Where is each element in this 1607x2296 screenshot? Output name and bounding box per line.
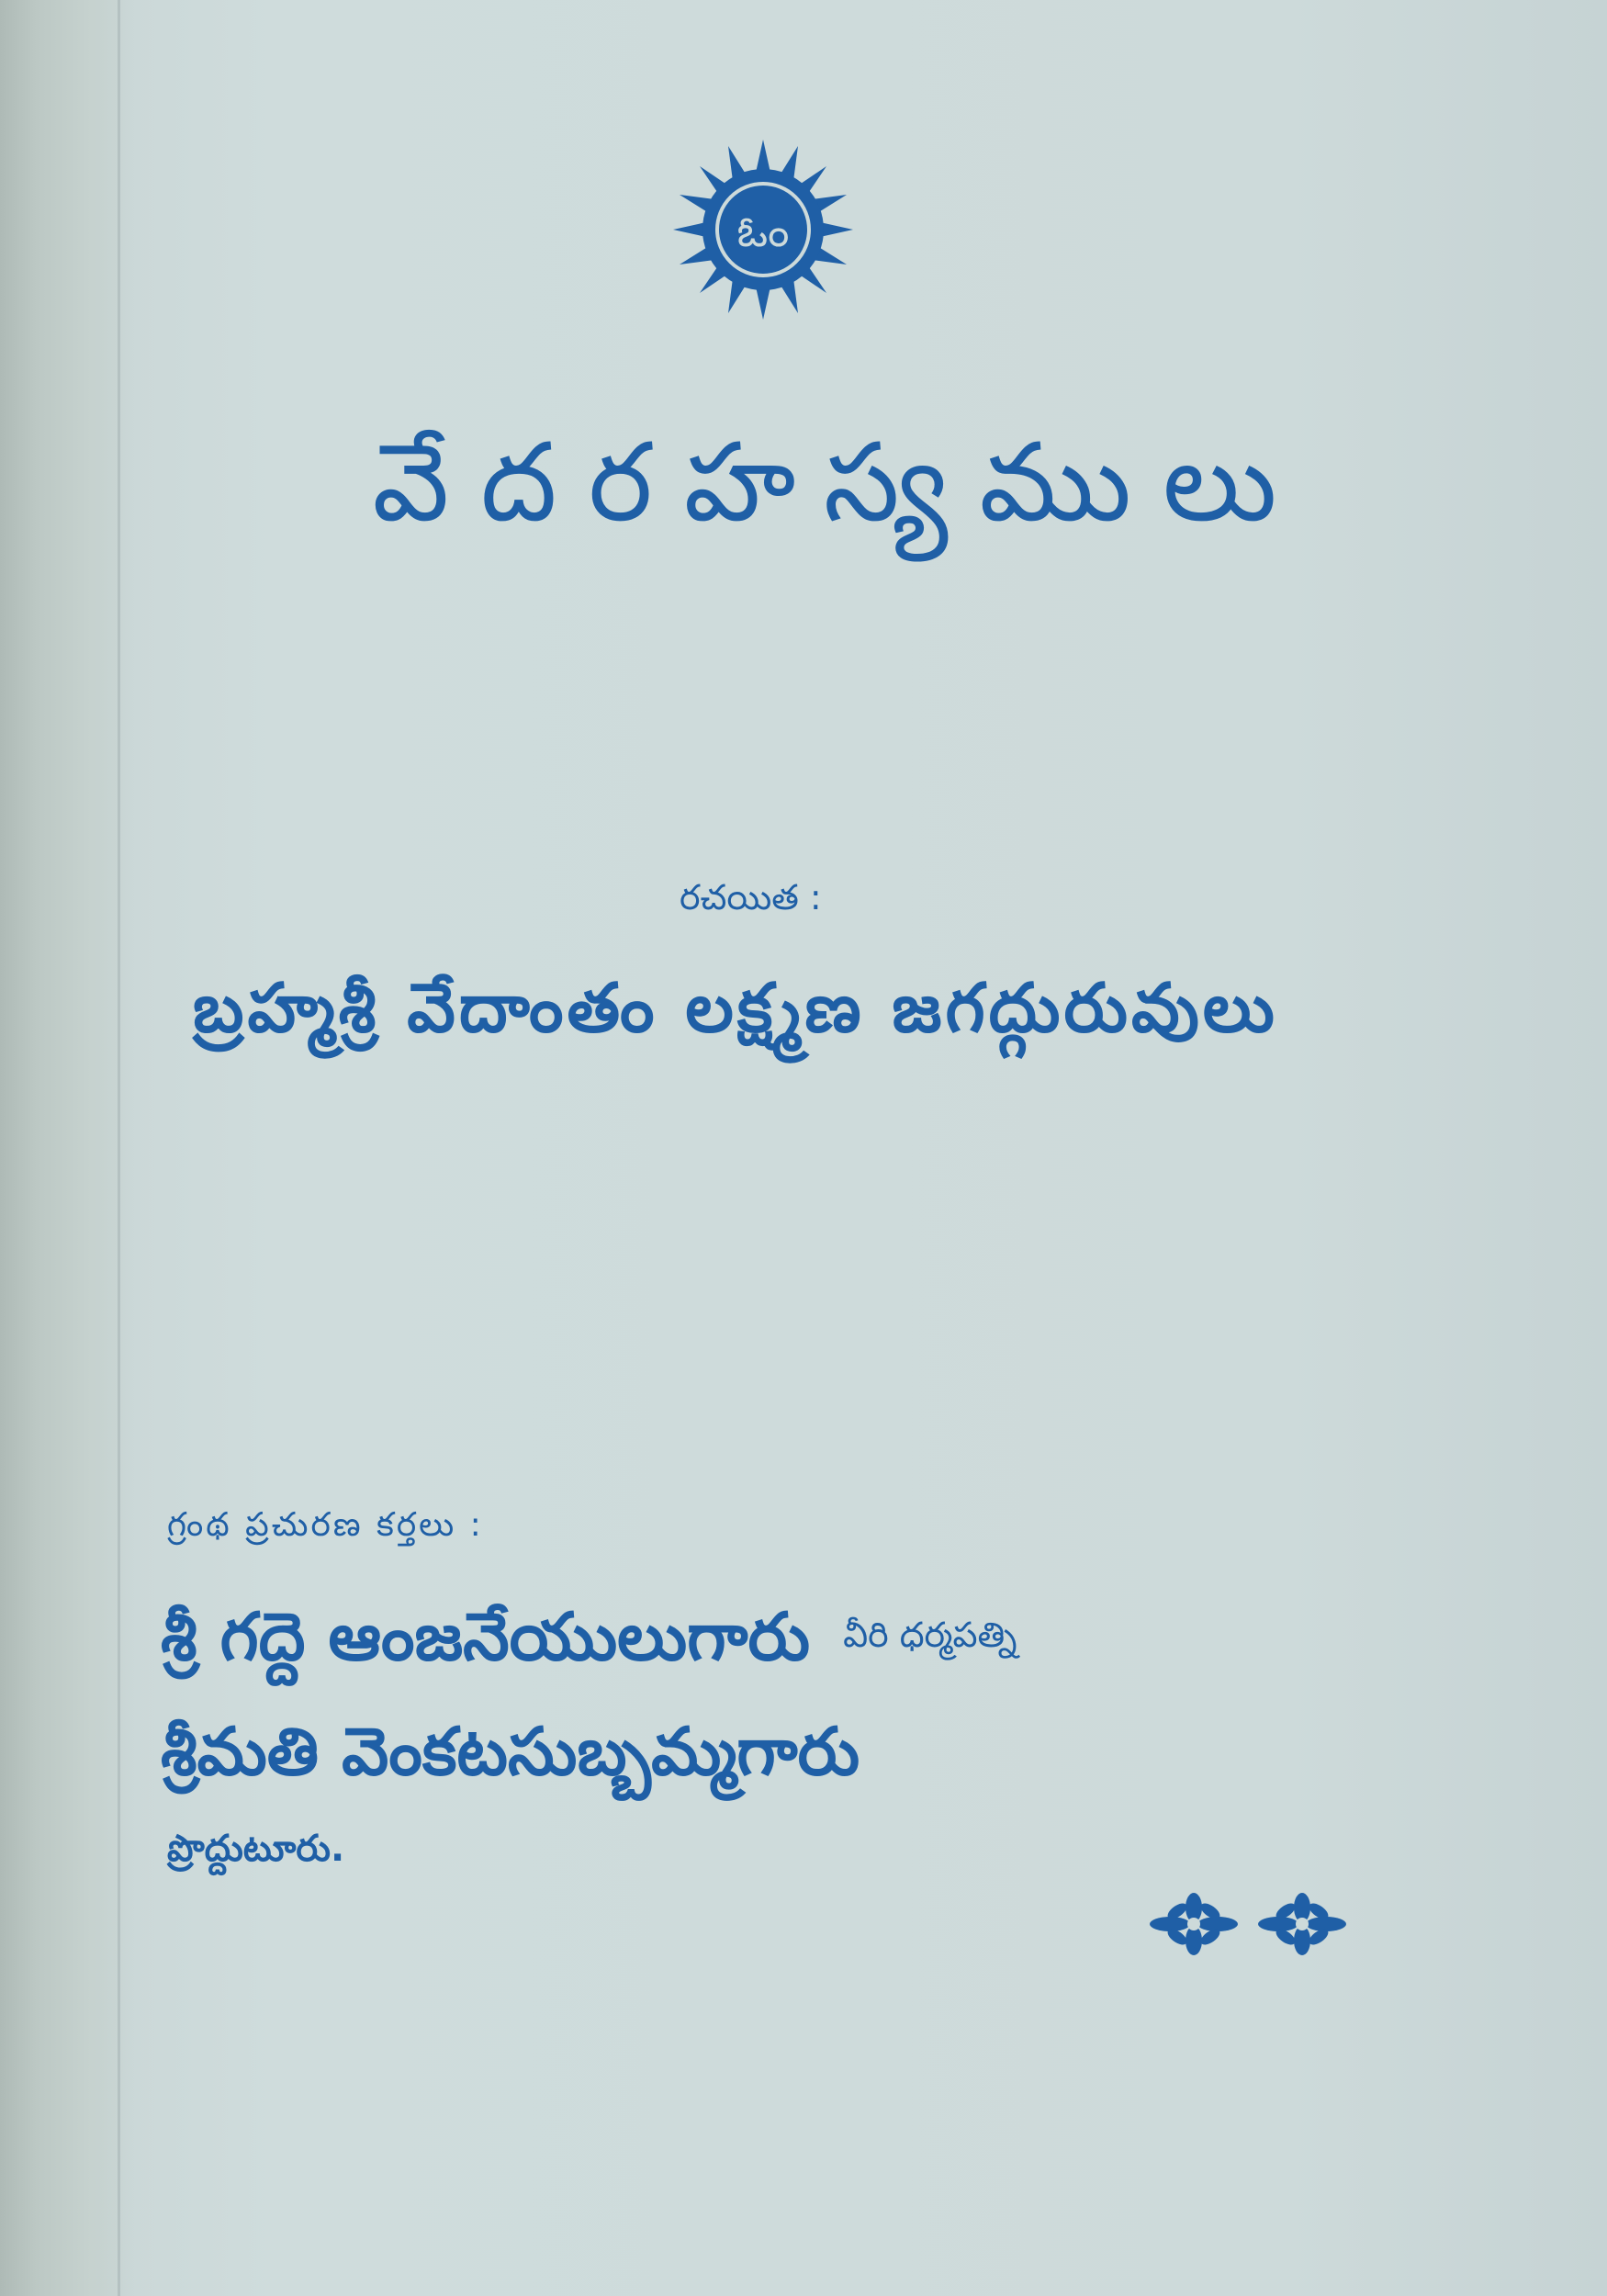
publisher-place: ప్రొద్దుటూరు. (167, 1828, 345, 1870)
publisher-relation: వీరి ధర్మపత్ని (843, 1615, 1017, 1655)
author-name: బ్రహ్మశ్రీ వేదాంతం లక్ష్మణ జగద్గురువులు (193, 969, 1278, 1048)
publisher-line-1 (161, 1598, 1017, 1692)
author-label: రచయిత : (680, 877, 822, 917)
sun-om-emblem-icon (671, 138, 855, 321)
binding-crease (118, 0, 120, 2296)
floral-ornament-icon (1139, 1887, 1359, 1961)
publisher-name-2: శ్రీమతి వెంకటసుబ్బమ్మగారు (161, 1713, 860, 1790)
publisher-label: గ్రంథ ప్రచురణ కర్తలు : (167, 1506, 484, 1544)
emblem-symbol: ఓం (736, 207, 790, 256)
publisher-name-1: శ్రీ గద్దె ఆంజనేయులుగారు (161, 1598, 811, 1675)
book-title: వేదరహస్యములు (372, 419, 1309, 546)
